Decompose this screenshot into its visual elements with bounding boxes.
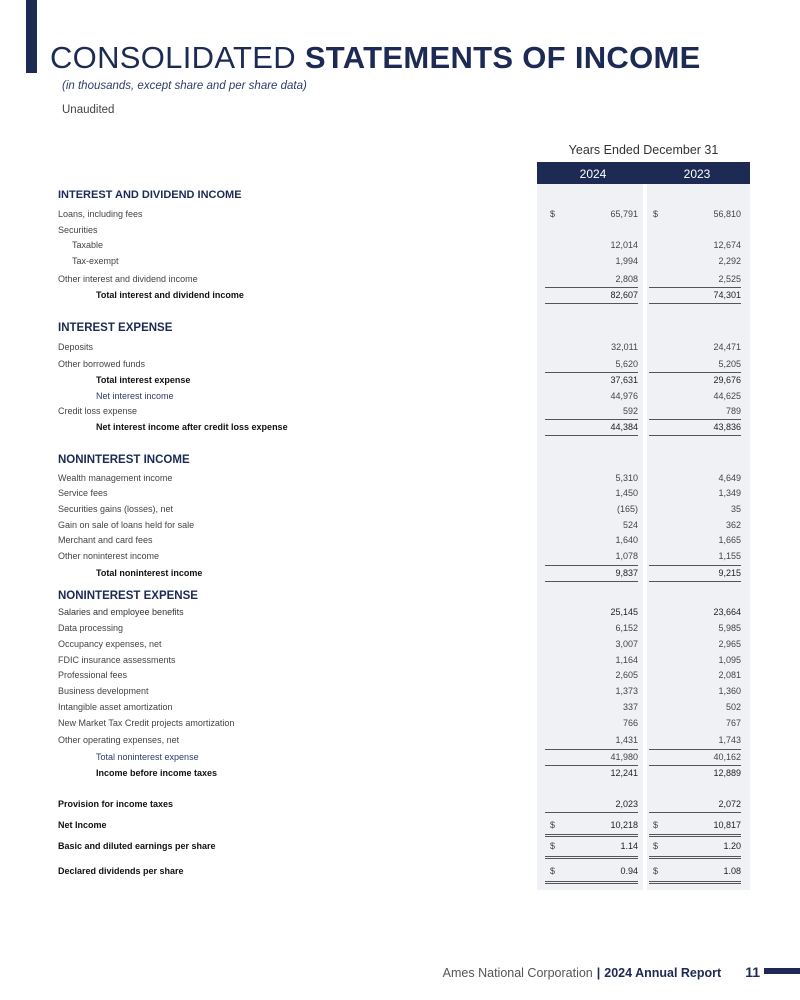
total-rule [649, 834, 741, 835]
value-2023: 4,649 [718, 473, 741, 483]
table-row [0, 818, 800, 833]
total-rule [545, 435, 638, 436]
row-label: Salaries and employee benefits [58, 607, 184, 617]
total-rule [545, 836, 638, 837]
value-2023: 56,810 [713, 209, 741, 219]
currency-2023: $ [653, 209, 659, 219]
row-label: Business development [58, 686, 149, 696]
value-2023: 44,625 [713, 391, 741, 401]
table-row [0, 766, 800, 781]
row-label: Provision for income taxes [58, 799, 174, 809]
value-2024: 337 [622, 702, 638, 712]
total-rule [545, 858, 638, 859]
table-row [0, 566, 800, 581]
value-2023: 12,674 [713, 240, 741, 250]
row-label: Total interest and dividend income [96, 290, 244, 300]
value-2024: 65,791 [610, 209, 638, 219]
period-label: Years Ended December 31 [568, 143, 719, 157]
value-2024: 524 [622, 520, 638, 530]
value-2024: 44,384 [610, 422, 638, 432]
table-row [0, 684, 800, 699]
value-2024: 2,605 [615, 670, 638, 680]
report-name: 2024 Annual Report [604, 966, 722, 980]
total-rule [649, 881, 741, 882]
total-rule [649, 303, 741, 304]
row-label: Wealth management income [58, 473, 173, 483]
value-2023: 24,471 [713, 342, 741, 352]
row-label: Other interest and dividend income [58, 274, 198, 284]
value-2024: 2,808 [615, 274, 638, 284]
total-rule [545, 303, 638, 304]
currency-2024: $ [550, 841, 556, 851]
value-2024: 1,450 [615, 488, 638, 498]
table-row [0, 373, 800, 388]
table-row [0, 750, 800, 765]
table-row [0, 207, 800, 222]
table-row [0, 549, 800, 564]
row-label: New Market Tax Credit projects amortization [58, 718, 235, 728]
row-label: Occupancy expenses, net [58, 639, 162, 649]
company-name: Ames National Corporation [442, 966, 593, 980]
total-rule [649, 435, 741, 436]
row-label: Net Income [58, 820, 107, 830]
table-row [0, 404, 800, 419]
table-row [0, 420, 800, 435]
value-2023: 35 [730, 504, 741, 514]
section-title: NONINTEREST INCOME [58, 454, 190, 466]
table-row [0, 518, 800, 533]
value-2024: 9,837 [615, 568, 638, 578]
value-2024: 12,014 [610, 240, 638, 250]
value-2024: 2,023 [615, 799, 638, 809]
table-row [0, 223, 800, 238]
value-2023: 74,301 [713, 290, 741, 300]
subtotal-rule [649, 812, 741, 813]
value-2024: (165) [616, 504, 638, 514]
row-label: Intangible asset amortization [58, 702, 173, 712]
table-row [0, 272, 800, 287]
value-2024: 1,078 [615, 551, 638, 561]
row-label: Deposits [58, 342, 94, 352]
value-2023: 362 [725, 520, 741, 530]
section-heading [0, 453, 800, 468]
row-label: Income before income taxes [96, 768, 218, 778]
value-2023: 1.20 [723, 841, 741, 851]
value-2023: 1,743 [718, 735, 741, 745]
table-row [0, 502, 800, 517]
row-label: Other borrowed funds [58, 359, 146, 369]
row-label: Merchant and card fees [58, 535, 153, 545]
section-heading [0, 188, 800, 203]
value-2024: 0.94 [620, 866, 638, 876]
table-row [0, 238, 800, 253]
value-2024: 41,980 [610, 752, 638, 762]
value-2024: 37,631 [610, 375, 638, 385]
value-2023: 12,889 [713, 768, 741, 778]
value-2023: 2,525 [718, 274, 741, 284]
row-label: Net interest income [96, 391, 174, 401]
value-2023: 1,155 [718, 551, 741, 561]
row-label: Tax-exempt [72, 256, 119, 266]
value-2024: 5,620 [615, 359, 638, 369]
section-title: INTEREST AND DIVIDEND INCOME [58, 189, 242, 201]
value-2024: 5,310 [615, 473, 638, 483]
total-rule [649, 883, 741, 884]
title-bold: STATEMENTS OF INCOME [304, 40, 701, 75]
row-label: Securities gains (losses), net [58, 504, 174, 514]
value-2023: 5,985 [718, 623, 741, 633]
value-2024: 25,145 [610, 607, 638, 617]
table-row [0, 533, 800, 548]
row-label: Loans, including fees [58, 209, 143, 219]
section-title: NONINTEREST EXPENSE [58, 590, 198, 602]
table-row [0, 637, 800, 652]
row-label: Data processing [58, 623, 124, 633]
value-2023: 2,072 [718, 799, 741, 809]
total-rule [649, 836, 741, 837]
table-row [0, 486, 800, 501]
value-2023: 767 [725, 718, 741, 728]
footer-separator: | [596, 966, 601, 980]
row-label: Total noninterest income [96, 568, 203, 578]
total-rule [649, 856, 741, 857]
value-2023: 502 [725, 702, 741, 712]
section-heading [0, 321, 800, 336]
footer-accent-bar [764, 968, 800, 974]
currency-2024: $ [550, 820, 556, 830]
value-2024: 44,976 [610, 391, 638, 401]
table-row [0, 471, 800, 486]
value-2023: 2,292 [718, 256, 741, 266]
value-2023: 1.08 [723, 866, 741, 876]
page-footer [443, 964, 760, 980]
unaudited-label: Unaudited [62, 104, 115, 116]
value-2024: 1,640 [615, 535, 638, 545]
row-label: Other noninterest income [58, 551, 160, 561]
currency-2024: $ [550, 209, 556, 219]
units-note: (in thousands, except share and per share data) [62, 80, 307, 92]
section-heading [0, 589, 800, 604]
section-title: INTEREST EXPENSE [58, 322, 173, 334]
row-label: Net interest income after credit loss expense [96, 422, 288, 432]
title-light: CONSOLIDATED [50, 40, 296, 75]
table-row [0, 340, 800, 355]
table-row [0, 839, 800, 854]
accent-bar [26, 0, 37, 73]
currency-2024: $ [550, 866, 556, 876]
row-label: Total interest expense [96, 375, 191, 385]
table-row [0, 653, 800, 668]
value-2023: 1,665 [718, 535, 741, 545]
value-2023: 5,205 [718, 359, 741, 369]
value-2024: 3,007 [615, 639, 638, 649]
table-row [0, 700, 800, 715]
row-label: Total noninterest expense [96, 752, 199, 762]
value-2023: 2,081 [718, 670, 741, 680]
value-2023: 29,676 [713, 375, 741, 385]
value-2024: 1.14 [620, 841, 638, 851]
currency-2023: $ [653, 841, 659, 851]
row-label: Basic and diluted earnings per share [58, 841, 216, 851]
value-2023: 789 [725, 406, 741, 416]
value-2024: 1,431 [615, 735, 638, 745]
row-label: Securities [58, 225, 98, 235]
table-row [0, 668, 800, 683]
row-label: Service fees [58, 488, 108, 498]
value-2023: 40,162 [713, 752, 741, 762]
value-2024: 6,152 [615, 623, 638, 633]
total-rule [545, 881, 638, 882]
row-label: Other operating expenses, net [58, 735, 180, 745]
value-2023: 2,965 [718, 639, 741, 649]
table-row [0, 357, 800, 372]
table-row [0, 389, 800, 404]
value-2023: 1,349 [718, 488, 741, 498]
table-row [0, 716, 800, 731]
row-label: FDIC insurance assessments [58, 655, 176, 665]
table-row [0, 288, 800, 303]
value-2024: 1,373 [615, 686, 638, 696]
value-2024: 766 [622, 718, 638, 728]
table-row [0, 605, 800, 620]
value-2024: 10,218 [610, 820, 638, 830]
table-row [0, 797, 800, 812]
value-2024: 592 [622, 406, 638, 416]
table-row [0, 254, 800, 269]
total-rule [649, 858, 741, 859]
value-2024: 12,241 [610, 768, 638, 778]
table-row [0, 864, 800, 879]
value-2024: 1,164 [615, 655, 638, 665]
value-2024: 1,994 [615, 256, 638, 266]
row-label: Declared dividends per share [58, 866, 184, 876]
page-title [50, 40, 701, 76]
year-header-2024: 2024 [579, 167, 607, 181]
subtotal-rule [545, 812, 638, 813]
currency-2023: $ [653, 866, 659, 876]
value-2023: 43,836 [713, 422, 741, 432]
table-row [0, 621, 800, 636]
total-rule [545, 856, 638, 857]
currency-2023: $ [653, 820, 659, 830]
total-rule [545, 834, 638, 835]
value-2024: 82,607 [610, 290, 638, 300]
table-row [0, 733, 800, 748]
row-label: Gain on sale of loans held for sale [58, 520, 195, 530]
total-rule [545, 883, 638, 884]
total-rule [649, 581, 741, 582]
row-label: Credit loss expense [58, 406, 138, 416]
year-header-2023: 2023 [683, 167, 711, 181]
value-2023: 1,095 [718, 655, 741, 665]
row-label: Taxable [72, 240, 104, 250]
value-2024: 32,011 [611, 342, 638, 352]
value-2023: 9,215 [718, 568, 741, 578]
value-2023: 23,664 [713, 607, 741, 617]
total-rule [545, 581, 638, 582]
row-label: Professional fees [58, 670, 128, 680]
page-number: 11 [745, 964, 760, 980]
value-2023: 10,817 [713, 820, 741, 830]
value-2023: 1,360 [718, 686, 741, 696]
